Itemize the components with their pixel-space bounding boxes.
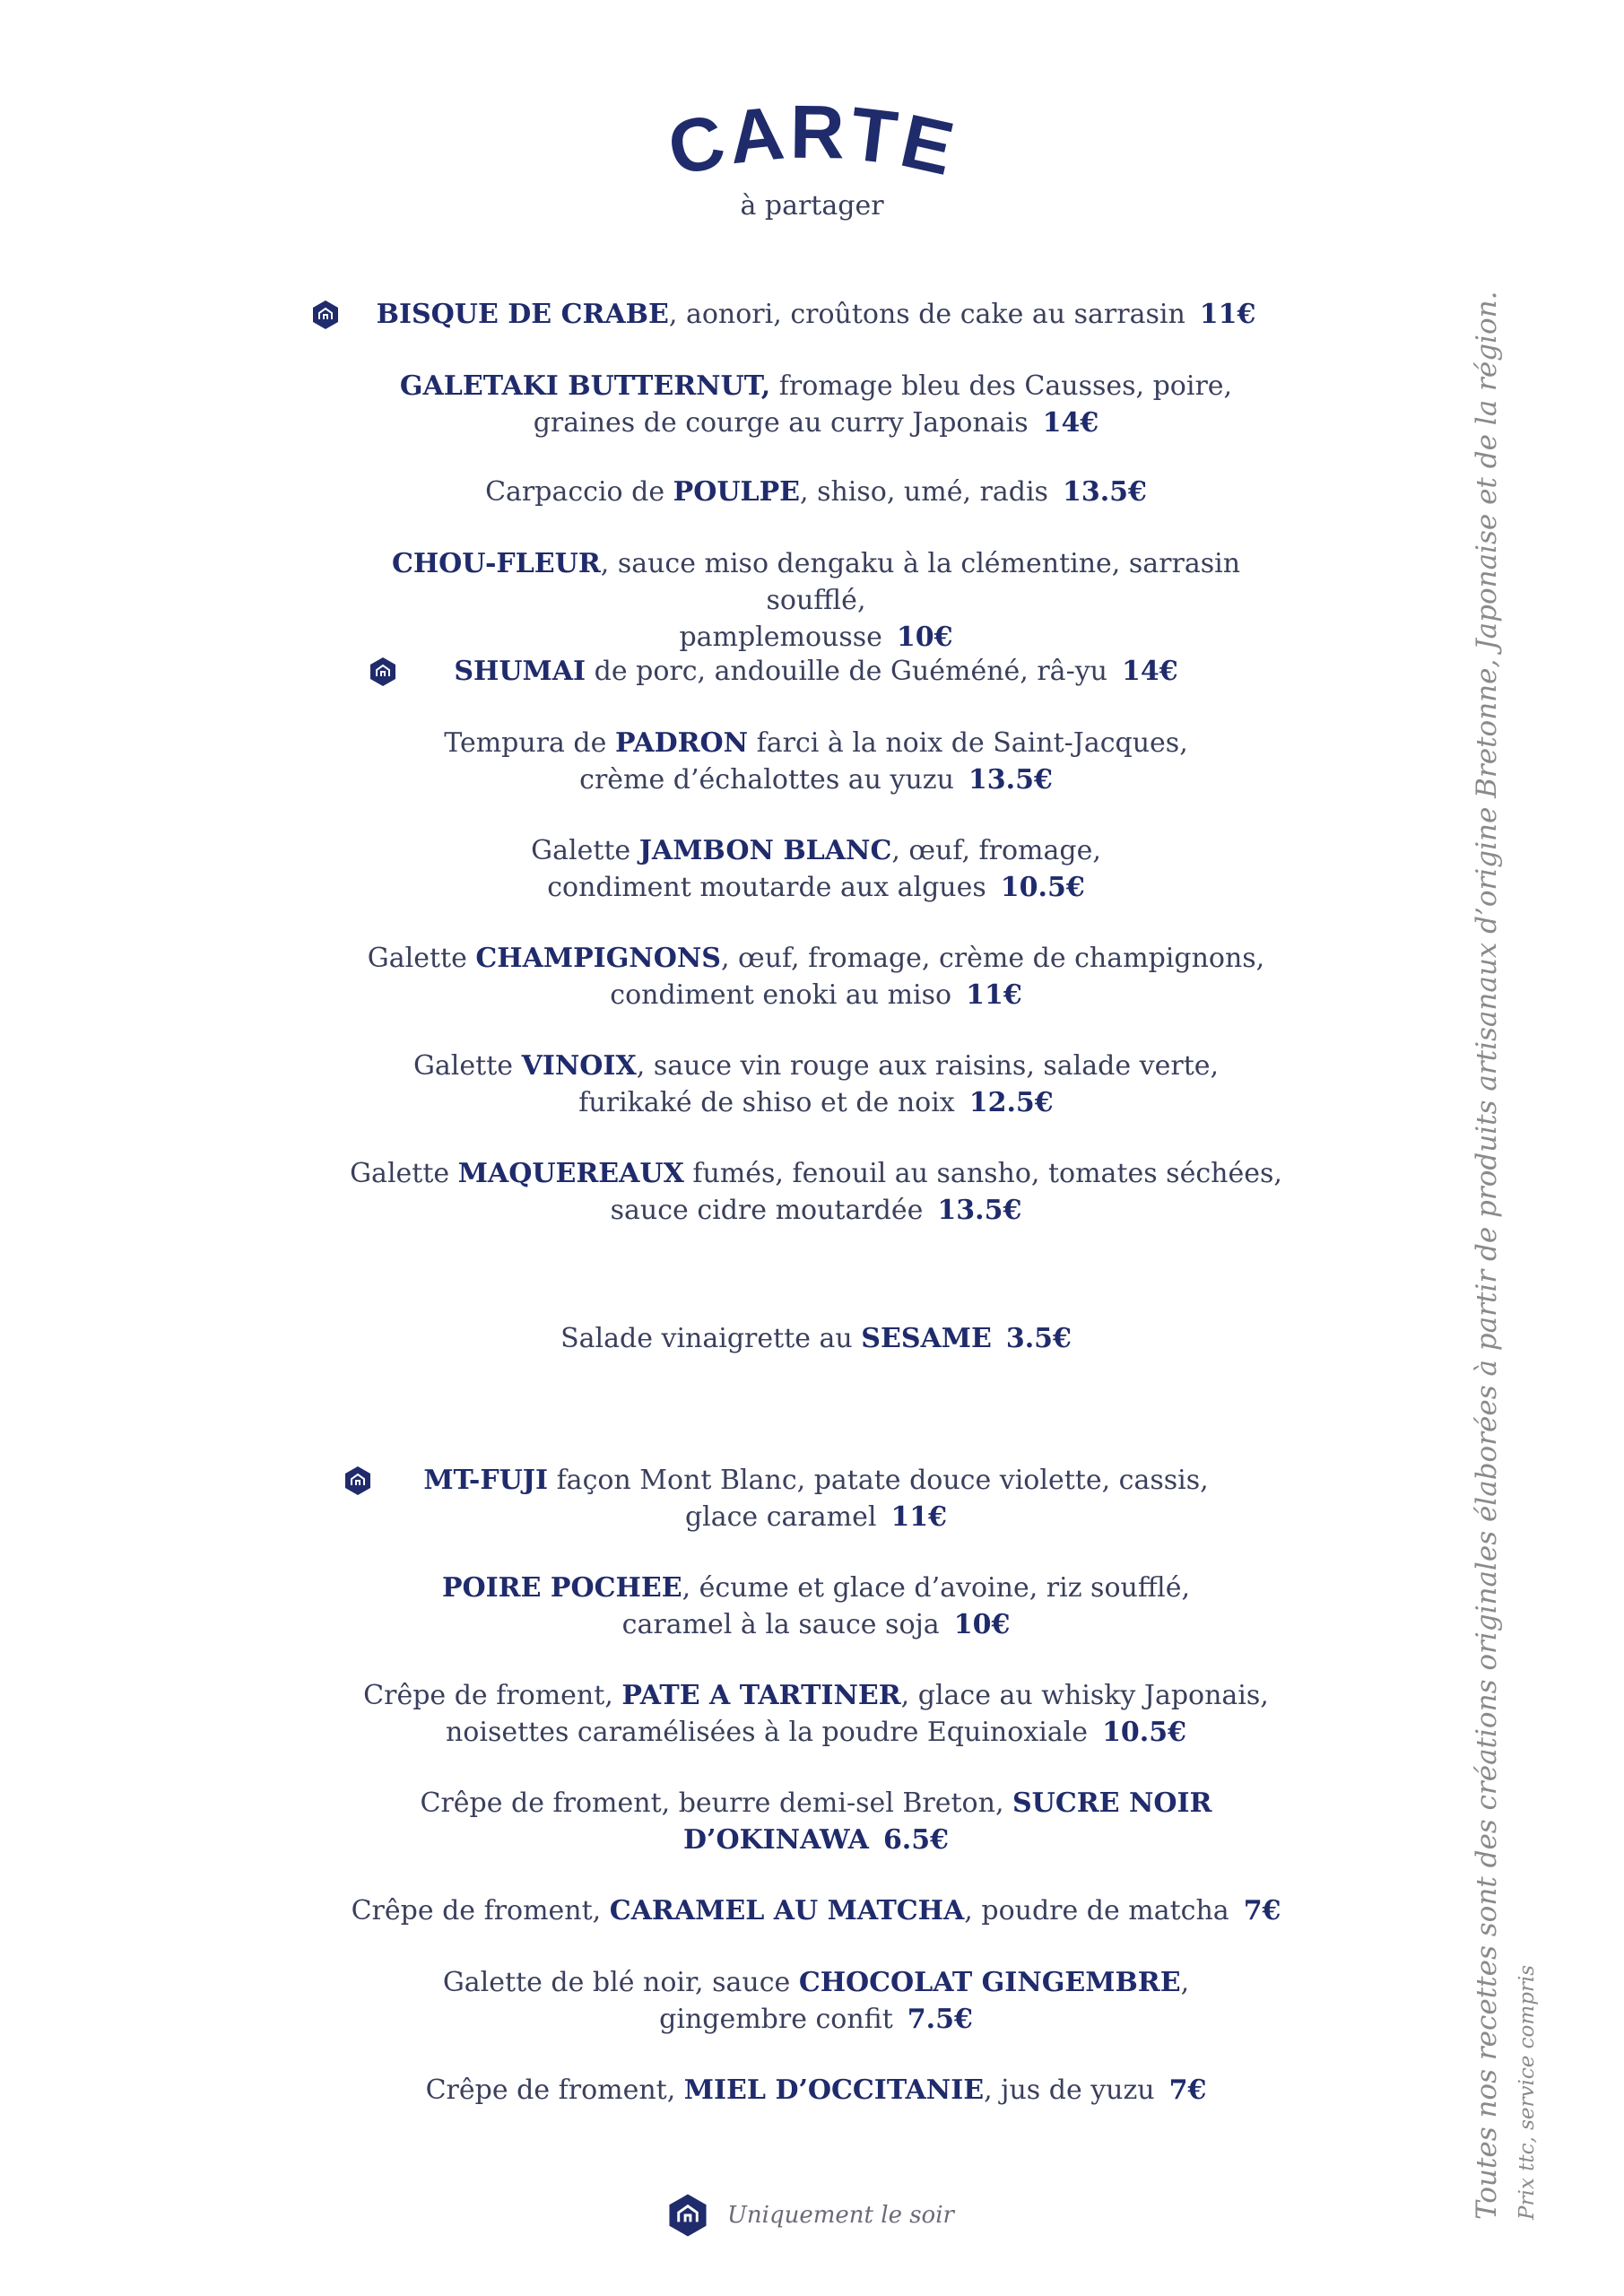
menu-item-line [341, 1192, 1291, 1229]
item-name: SHUMAI [454, 656, 586, 687]
menu-item-line [341, 619, 1291, 656]
item-text: , [1180, 1967, 1190, 1998]
menu-item-line [341, 1822, 1291, 1858]
item-text: Galette [350, 1158, 458, 1189]
menu-item-line [341, 761, 1291, 798]
item-name: JAMBON BLANC [638, 835, 892, 866]
item-name: CHOCOLAT GINGEMBRE [798, 1967, 1181, 1998]
item-text: fumés, fenouil au sansho, tomates séchées, [683, 1158, 1282, 1189]
item-text: fromage bleu des Causses, poire, [770, 370, 1233, 402]
menu-item [341, 2072, 1291, 2109]
item-text: farci à la noix de Saint-Jacques, [748, 727, 1188, 759]
menu-item-line [341, 2072, 1291, 2109]
item-price: 11€ [966, 979, 1022, 1011]
item-text: Carpaccio de [485, 476, 673, 508]
legend-text: Uniquement le soir [727, 2202, 954, 2229]
item-text: , écume et glace d’avoine, riz soufflé, [682, 1572, 1191, 1604]
item-text: Crêpe de froment, [351, 1895, 610, 1926]
menu-item-line [341, 545, 1291, 619]
menu-item-line [341, 1084, 1291, 1121]
title [0, 99, 1624, 197]
item-text: furikaké de shiso et de noix [578, 1087, 955, 1118]
menu-item [341, 832, 1291, 906]
item-price: 10€ [953, 1609, 1011, 1640]
menu-item [341, 1320, 1291, 1357]
item-name: SESAME [861, 1323, 992, 1354]
menu-item [341, 1785, 1291, 1858]
item-text: Tempura de [444, 727, 615, 759]
item-price: 7.5€ [907, 2004, 973, 2035]
item-price: 11€ [1199, 299, 1256, 330]
menu-item-line [341, 1155, 1291, 1192]
item-price: 10€ [896, 622, 953, 653]
item-name: POULPE [673, 476, 801, 508]
item-text: caramel à la sauce soja [621, 1609, 940, 1640]
side-note-prices: Prix ttc, service compris [1515, 1964, 1539, 2220]
item-name: GALETAKI BUTTERNUT, [399, 370, 771, 402]
menu-item-line [341, 977, 1291, 1013]
item-text: crème d’échalottes au yuzu [579, 764, 954, 796]
item-text: , poudre de matcha [964, 1895, 1229, 1926]
item-name: MIEL D’OCCITANIE [683, 2074, 985, 2106]
item-price: 14€ [1121, 656, 1178, 687]
item-text: pamplemousse [679, 622, 882, 653]
menu-item-line [341, 869, 1291, 906]
item-price: 13.5€ [968, 764, 1053, 796]
menu-item [341, 1677, 1291, 1751]
item-price: 7€ [1243, 1895, 1281, 1926]
item-price: 12.5€ [968, 1087, 1054, 1118]
menu-item-line [341, 1570, 1291, 1606]
menu-item-line [341, 1714, 1291, 1751]
item-text: , sauce miso dengaku à la clémentine, sarrasin soufflé, [600, 548, 1241, 616]
menu-item-line [341, 2001, 1291, 2038]
item-text: condiment enoki au miso [610, 979, 952, 1011]
menu-item [341, 545, 1291, 656]
item-text: , glace au whisky Japonais, [900, 1680, 1269, 1711]
menu-item-line [341, 1677, 1291, 1714]
item-text: , jus de yuzu [984, 2074, 1155, 2106]
item-text: condiment moutarde aux algues [547, 872, 986, 903]
menu-item-line [341, 404, 1291, 441]
item-price: 10.5€ [1102, 1717, 1187, 1748]
menu-item-line [341, 1892, 1291, 1929]
item-text: , œuf, fromage, crème de champignons, [720, 943, 1265, 974]
item-text: Crêpe de froment, beurre demi-sel Breton, [420, 1787, 1013, 1819]
item-name: PATE A TARTINER [621, 1680, 901, 1711]
svg-text:CARTE: CARTE [660, 99, 964, 192]
menu-item-line [341, 1964, 1291, 2001]
menu-item-line [341, 1499, 1291, 1535]
house-badge-icon [312, 300, 339, 330]
item-price: 13.5€ [1062, 476, 1147, 508]
item-name: CHOU-FLEUR [391, 548, 601, 579]
menu-item [341, 1048, 1291, 1121]
menu-item-line [341, 474, 1291, 510]
item-name: PADRON [614, 727, 749, 759]
item-text: graines de courge au curry Japonais [533, 407, 1029, 439]
item-text: gingembre confit [659, 2004, 893, 2035]
side-note: Toutes nos recettes sont des créations originales élaborées à partir de produits artisanaux d’origine Bretonne, Japonaise et de la région. [1471, 291, 1503, 2220]
menu-item [341, 1155, 1291, 1229]
item-name: CHAMPIGNONS [475, 943, 721, 974]
house-badge-icon [668, 2193, 708, 2238]
item-text: sauce cidre moutardée [610, 1195, 924, 1226]
item-price: 14€ [1042, 407, 1099, 439]
menu-item [341, 940, 1291, 1013]
menu-item-line [341, 725, 1291, 761]
item-text: façon Mont Blanc, patate douce violette, cassis, [548, 1465, 1209, 1496]
menu-item [341, 1570, 1291, 1643]
title-arc [624, 99, 1001, 197]
menu-item [341, 368, 1291, 441]
item-text: Galette [367, 943, 476, 974]
menu-item-line [341, 368, 1291, 404]
item-text: Galette [531, 835, 639, 866]
item-price: 6.5€ [882, 1824, 950, 1856]
item-name: MAQUEREAUX [457, 1158, 684, 1189]
menu-item [341, 1964, 1291, 2038]
item-name: SUCRE NOIR [1012, 1787, 1212, 1819]
menu-item-line [341, 296, 1291, 333]
item-text: noisettes caramélisées à la poudre Equinoxiale [445, 1717, 1089, 1748]
item-name: CARAMEL AU MATCHA [609, 1895, 965, 1926]
item-text: de porc, andouille de Guéméné, râ-yu [586, 656, 1107, 687]
item-text: glace caramel [684, 1501, 877, 1533]
menu-item-line [341, 653, 1291, 690]
item-text: , shiso, umé, radis [800, 476, 1048, 508]
item-text: Salade vinaigrette au [560, 1323, 862, 1354]
item-price: 10.5€ [1000, 872, 1085, 903]
item-name: D’OKINAWA [682, 1824, 869, 1856]
menu-item-line [341, 1785, 1291, 1822]
menu-item-line [341, 1320, 1291, 1357]
item-text: Galette de blé noir, sauce [442, 1967, 799, 1998]
menu-item [341, 296, 1291, 333]
menu-item [341, 653, 1291, 690]
item-price: 11€ [890, 1501, 948, 1533]
item-name: POIRE POCHEE [441, 1572, 682, 1604]
menu-item-line [341, 832, 1291, 869]
menu-item-line [341, 1462, 1291, 1499]
item-text: Crêpe de froment, [425, 2074, 684, 2106]
menu-item [341, 725, 1291, 798]
item-text: , œuf, fromage, [891, 835, 1101, 866]
item-text: Crêpe de froment, [363, 1680, 622, 1711]
item-name: VINOIX [521, 1050, 637, 1082]
menu-item-line [341, 940, 1291, 977]
item-text: Galette [413, 1050, 522, 1082]
item-text: , aonori, croûtons de cake au sarrasin [668, 299, 1185, 330]
item-name: BISQUE DE CRABE [376, 299, 669, 330]
house-badge-icon [369, 657, 396, 687]
menu-item [341, 1892, 1291, 1929]
menu-item-line [341, 1606, 1291, 1643]
legend [668, 2193, 954, 2238]
item-price: 7€ [1168, 2074, 1207, 2106]
menu-item-line [341, 1048, 1291, 1084]
item-name: MT-FUJI [423, 1465, 549, 1496]
item-text: , sauce vin rouge aux raisins, salade verte, [636, 1050, 1220, 1082]
item-price: 13.5€ [937, 1195, 1022, 1226]
menu-item [341, 1462, 1291, 1535]
menu-item [341, 474, 1291, 510]
subtitle: à partager [740, 190, 884, 222]
item-price: 3.5€ [1005, 1323, 1072, 1354]
house-badge-icon [344, 1465, 371, 1496]
